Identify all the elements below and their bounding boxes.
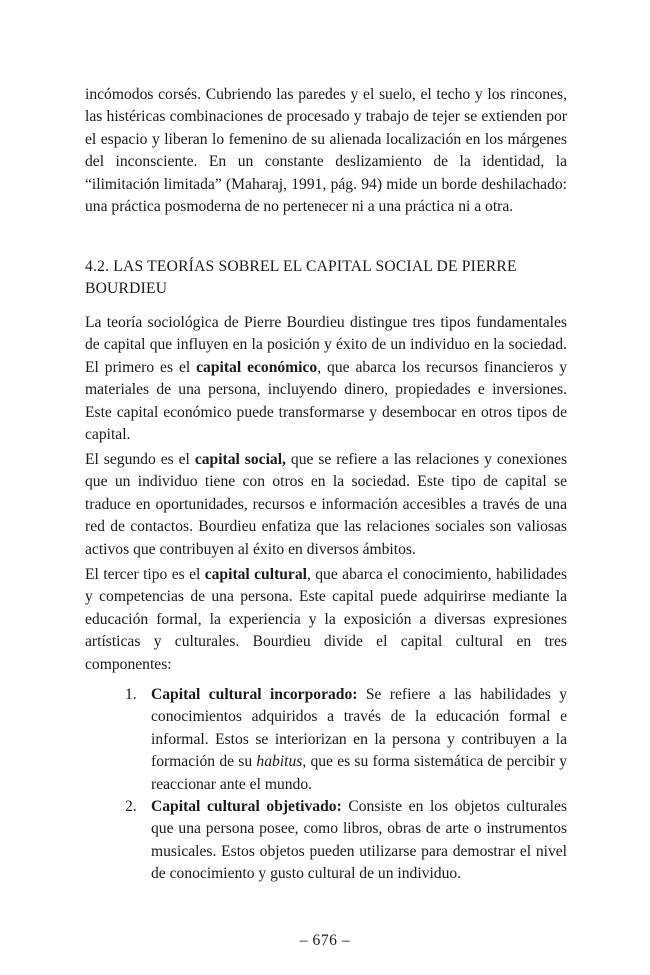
paragraph-economic-capital [85,312,567,446]
list-item-incorporated [125,684,567,796]
list-item-term: Capital cultural incorporado: [151,686,358,703]
cultural-capital-list [125,684,567,886]
paragraph-social-text-after: que se refiere a las relaciones y conexiones que un individuo tiene con otros en la sociedad. Este tipo de capital se traduce en oportunidades, recursos e información accesibles a través de una red de contactos. Bourdieu enfatiza que las relaciones sociales son valiosas activos que contribuyen al éxito en diversos ámbitos. [85,451,568,558]
paragraph-intro [85,84,567,218]
term-economic-capital: capital económico [196,358,318,376]
list-item-objectified [125,796,567,886]
list-item-term: Capital cultural objetivado: [151,798,342,816]
paragraph-cultural-capital [85,564,567,676]
term-habitus: habitus [256,753,303,771]
paragraph-social-capital [85,449,567,561]
paragraph-intro-text: incómodos corsés. Cubriendo las paredes y el suelo, el techo y los rincones, las histéricas combinaciones de procesado y trabajo de tejer se extienden por el espacio y liberan lo femenino de su alienada localización en los márgenes del inconsciente. En un constante deslizamiento de la identidad, la “ilimitación limitada” (Maharaj, 1991, pág. 94) mide un borde deshilachado: una práctica posmoderna de no pertenecer ni a una práctica ni a otra. [85,86,567,216]
paragraph-social-text-before: El segundo es el [85,451,195,468]
list-item-text-after-italic: , que es su forma sistemática de percibir y reaccionar ante el mundo. [151,753,568,793]
list-item-number: 2. [125,798,137,816]
paragraph-economic-text-after: , que abarca los recursos financieros y materiales de una persona, incluyendo dinero, propiedades e inversiones. Este capital económico puede transformarse y desembocar en otros tipos de capital. [85,358,567,444]
paragraph-economic-text-before: La teoría sociológica de Pierre Bourdieu distingue tres tipos fundamentales de capital que influyen en la posición y éxito de un individuo en la sociedad. El primero es el [85,314,567,376]
term-cultural-capital: capital cultural [204,566,307,583]
paragraph-cultural-text-before: El tercer tipo es el [85,566,205,583]
paragraph-cultural-text-after: , que abarca el conocimiento, habilidades y competencias de una persona. Este capital puede adquirirse mediante la educación formal, la experiencia y la exposición a diversas expresiones artísticas y culturales. Bourdieu divide el capital cultural en tres componentes: [85,566,567,673]
page-number: – 676 – [299,932,351,949]
list-item-number: 1. [125,686,137,703]
term-social-capital: capital social, [194,451,286,468]
section-heading: 4.2. LAS TEORÍAS SOBREL EL CAPITAL SOCIAL DE PIERRE BOURDIEU [85,258,517,298]
list-item-text-before-italic: Se refiere a las habilidades y conocimientos adquiridos a través de la educación formal e informal. Estos se interiorizan en la persona y contribuyen a la formación de su [151,686,567,771]
list-item-text: Consiste en los objetos culturales que una persona posee, como libros, obras de arte o instrumentos musicales. Estos objetos pueden utilizarse para demostrar el nivel de conocimiento y gusto cultural de un individuo. [151,798,567,883]
